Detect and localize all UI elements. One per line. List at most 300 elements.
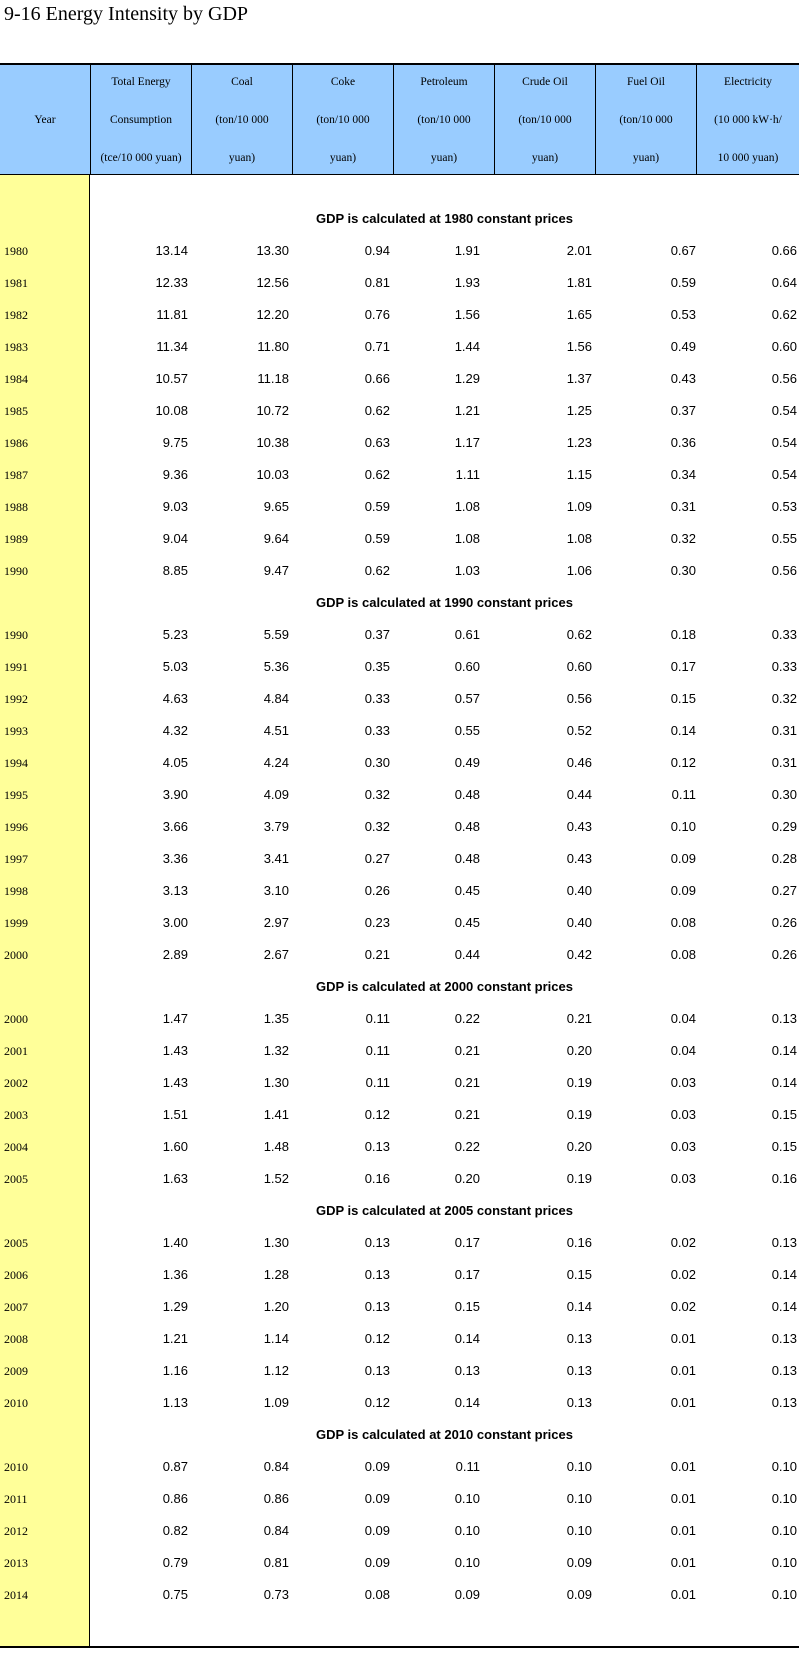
total-cell: 9.36: [162, 467, 188, 482]
table-row: [0, 1355, 799, 1387]
crude-cell: 0.20: [566, 1043, 592, 1058]
total-cell: 0.86: [162, 1491, 188, 1506]
coal-cell: 5.59: [263, 627, 289, 642]
section-title: GDP is calculated at 1980 constant prices: [316, 211, 573, 226]
crude-cell: 1.25: [566, 403, 592, 418]
fuel-cell: 0.01: [670, 1523, 696, 1538]
table-row: [0, 1579, 799, 1611]
fuel-cell: 0.09: [670, 883, 696, 898]
petroleum-cell: 0.45: [454, 915, 480, 930]
petroleum-cell: 1.93: [454, 275, 480, 290]
electricity-cell: 0.33: [771, 659, 797, 674]
coke-cell: 0.62: [364, 403, 390, 418]
fuel-cell: 0.08: [670, 915, 696, 930]
coal-cell: 0.73: [263, 1587, 289, 1602]
fuel-cell: 0.03: [670, 1075, 696, 1090]
total-cell: 1.51: [162, 1107, 188, 1122]
coal-cell: 3.10: [263, 883, 289, 898]
coal-cell: 9.65: [263, 499, 289, 514]
header-fuel-line: (ton/10 000: [619, 114, 673, 126]
section-title: GDP is calculated at 2000 constant prices: [316, 979, 573, 994]
coal-cell: 1.14: [263, 1331, 289, 1346]
petroleum-cell: 1.08: [454, 499, 480, 514]
fuel-cell: 0.08: [670, 947, 696, 962]
coke-cell: 0.32: [364, 787, 390, 802]
table-row: [0, 491, 799, 523]
table-row: [0, 843, 799, 875]
electricity-cell: 0.54: [771, 467, 797, 482]
header-coke: [292, 65, 393, 175]
electricity-cell: 0.16: [771, 1171, 797, 1186]
coal-cell: 3.79: [263, 819, 289, 834]
total-cell: 0.87: [162, 1459, 188, 1474]
coal-cell: 1.35: [263, 1011, 289, 1026]
coal-cell: 1.32: [263, 1043, 289, 1058]
total-cell: 2.89: [162, 947, 188, 962]
total-cell: 3.00: [162, 915, 188, 930]
total-cell: 10.08: [155, 403, 188, 418]
coal-cell: 10.72: [256, 403, 289, 418]
total-cell: 0.79: [162, 1555, 188, 1570]
coal-cell: 12.20: [256, 307, 289, 322]
year-cell: 1990: [4, 628, 28, 642]
total-cell: 3.13: [162, 883, 188, 898]
electricity-cell: 0.54: [771, 435, 797, 450]
crude-cell: 1.06: [566, 563, 592, 578]
fuel-cell: 0.03: [670, 1139, 696, 1154]
header-coal: [191, 65, 292, 175]
year-cell: 2005: [4, 1172, 28, 1186]
year-cell: 2010: [4, 1460, 28, 1474]
coal-cell: 4.51: [263, 723, 289, 738]
electricity-cell: 0.14: [771, 1267, 797, 1282]
electricity-cell: 0.56: [771, 371, 797, 386]
coal-cell: 1.30: [263, 1075, 289, 1090]
coke-cell: 0.32: [364, 819, 390, 834]
electricity-cell: 0.10: [771, 1555, 797, 1570]
year-cell: 2007: [4, 1300, 28, 1314]
table-row: [0, 619, 799, 651]
table-row: [0, 715, 799, 747]
crude-cell: 0.56: [566, 691, 592, 706]
fuel-cell: 0.02: [670, 1235, 696, 1250]
electricity-cell: 0.30: [771, 787, 797, 802]
petroleum-cell: 1.56: [454, 307, 480, 322]
table-row: [0, 299, 799, 331]
year-cell: 2009: [4, 1364, 28, 1378]
header-total-line: Total Energy: [111, 76, 171, 88]
coke-cell: 0.33: [364, 723, 390, 738]
coal-cell: 3.41: [263, 851, 289, 866]
header-coal-line: Coal: [231, 76, 253, 88]
coal-cell: 1.30: [263, 1235, 289, 1250]
year-cell: 1986: [4, 436, 28, 450]
year-cell: 2006: [4, 1268, 28, 1282]
coke-cell: 0.13: [364, 1235, 390, 1250]
coal-cell: 12.56: [256, 275, 289, 290]
coal-cell: 1.12: [263, 1363, 289, 1378]
electricity-cell: 0.13: [771, 1235, 797, 1250]
table-row: [0, 459, 799, 491]
table-row: [0, 1131, 799, 1163]
table-row: [0, 235, 799, 267]
petroleum-cell: 0.14: [454, 1395, 480, 1410]
crude-cell: 0.21: [566, 1011, 592, 1026]
year-cell: 2011: [4, 1492, 28, 1506]
section-title: GDP is calculated at 1990 constant prices: [316, 595, 573, 610]
total-cell: 1.43: [162, 1075, 188, 1090]
fuel-cell: 0.14: [670, 723, 696, 738]
fuel-cell: 0.32: [670, 531, 696, 546]
fuel-cell: 0.02: [670, 1299, 696, 1314]
year-cell: 1999: [4, 916, 28, 930]
header-crude-line: (ton/10 000: [518, 114, 572, 126]
year-cell: 1996: [4, 820, 28, 834]
total-cell: 4.32: [162, 723, 188, 738]
electricity-cell: 0.29: [771, 819, 797, 834]
coal-cell: 0.84: [263, 1459, 289, 1474]
total-cell: 1.29: [162, 1299, 188, 1314]
electricity-cell: 0.26: [771, 947, 797, 962]
table-row: [0, 331, 799, 363]
electricity-cell: 0.60: [771, 339, 797, 354]
energy-intensity-table: [0, 63, 799, 1648]
coal-cell: 13.30: [256, 243, 289, 258]
year-cell: 2013: [4, 1556, 28, 1570]
crude-cell: 1.23: [566, 435, 592, 450]
petroleum-cell: 1.44: [454, 339, 480, 354]
petroleum-cell: 0.10: [454, 1555, 480, 1570]
petroleum-cell: 0.11: [455, 1459, 480, 1474]
petroleum-cell: 0.14: [454, 1331, 480, 1346]
fuel-cell: 0.01: [670, 1491, 696, 1506]
table-row: [0, 363, 799, 395]
crude-cell: 0.09: [566, 1587, 592, 1602]
table-row: [0, 1483, 799, 1515]
year-cell: 1994: [4, 756, 28, 770]
table-body: [0, 175, 799, 1648]
coke-cell: 0.09: [364, 1491, 390, 1506]
coal-cell: 2.67: [263, 947, 289, 962]
crude-cell: 1.56: [566, 339, 592, 354]
total-cell: 1.47: [162, 1011, 188, 1026]
header-petroleum-line: Petroleum: [420, 76, 468, 88]
fuel-cell: 0.10: [670, 819, 696, 834]
crude-cell: 0.52: [566, 723, 592, 738]
crude-cell: 0.46: [566, 755, 592, 770]
coke-cell: 0.08: [364, 1587, 390, 1602]
petroleum-cell: 0.20: [454, 1171, 480, 1186]
coal-cell: 10.38: [256, 435, 289, 450]
header-coke-line: Coke: [330, 76, 356, 88]
crude-cell: 0.16: [566, 1235, 592, 1250]
coal-cell: 4.24: [263, 755, 289, 770]
total-cell: 1.40: [162, 1235, 188, 1250]
fuel-cell: 0.12: [670, 755, 696, 770]
coke-cell: 0.66: [364, 371, 390, 386]
header-fuel: [595, 65, 696, 175]
year-cell: 1992: [4, 692, 28, 706]
petroleum-cell: 0.48: [454, 819, 480, 834]
fuel-cell: 0.01: [670, 1395, 696, 1410]
crude-cell: 0.43: [566, 819, 592, 834]
coke-cell: 0.09: [364, 1555, 390, 1570]
petroleum-cell: 0.44: [454, 947, 480, 962]
coal-cell: 0.86: [263, 1491, 289, 1506]
coke-cell: 0.13: [364, 1267, 390, 1282]
total-cell: 1.36: [162, 1267, 188, 1282]
coke-cell: 0.11: [365, 1075, 390, 1090]
petroleum-cell: 0.60: [454, 659, 480, 674]
electricity-cell: 0.10: [771, 1523, 797, 1538]
crude-cell: 0.62: [566, 627, 592, 642]
electricity-cell: 0.53: [771, 499, 797, 514]
year-cell: 2001: [4, 1044, 28, 1058]
crude-cell: 0.60: [566, 659, 592, 674]
year-cell: 1988: [4, 500, 28, 514]
electricity-cell: 0.28: [771, 851, 797, 866]
coke-cell: 0.62: [364, 563, 390, 578]
section-title: GDP is calculated at 2005 constant prices: [316, 1203, 573, 1218]
fuel-cell: 0.34: [670, 467, 696, 482]
petroleum-cell: 1.91: [454, 243, 480, 258]
total-cell: 4.05: [162, 755, 188, 770]
electricity-cell: 0.14: [771, 1299, 797, 1314]
fuel-cell: 0.15: [670, 691, 696, 706]
crude-cell: 1.15: [566, 467, 592, 482]
petroleum-cell: 0.45: [454, 883, 480, 898]
coal-cell: 4.09: [263, 787, 289, 802]
electricity-cell: 0.66: [771, 243, 797, 258]
table-row: [0, 779, 799, 811]
year-cell: 1991: [4, 660, 28, 674]
coke-cell: 0.81: [364, 275, 390, 290]
header-total-line: Consumption: [110, 114, 172, 126]
year-cell: 2005: [4, 1236, 28, 1250]
petroleum-cell: 1.17: [454, 435, 480, 450]
total-cell: 1.63: [162, 1171, 188, 1186]
crude-cell: 0.19: [566, 1075, 592, 1090]
electricity-cell: 0.33: [771, 627, 797, 642]
total-cell: 1.16: [162, 1363, 188, 1378]
coke-cell: 0.59: [364, 531, 390, 546]
coke-cell: 0.76: [364, 307, 390, 322]
crude-cell: 0.10: [566, 1523, 592, 1538]
fuel-cell: 0.01: [670, 1363, 696, 1378]
total-cell: 3.36: [162, 851, 188, 866]
petroleum-cell: 0.17: [454, 1235, 480, 1250]
electricity-cell: 0.31: [771, 755, 797, 770]
coke-cell: 0.33: [364, 691, 390, 706]
crude-cell: 0.14: [566, 1299, 592, 1314]
header-coke-line: yuan): [329, 152, 357, 164]
coke-cell: 0.09: [364, 1523, 390, 1538]
fuel-cell: 0.49: [670, 339, 696, 354]
table-row: [0, 1099, 799, 1131]
coal-cell: 9.64: [263, 531, 289, 546]
fuel-cell: 0.03: [670, 1107, 696, 1122]
coal-cell: 11.18: [257, 371, 289, 386]
coal-cell: 5.36: [263, 659, 289, 674]
petroleum-cell: 0.49: [454, 755, 480, 770]
electricity-cell: 0.62: [771, 307, 797, 322]
electricity-cell: 0.15: [771, 1139, 797, 1154]
petroleum-cell: 0.48: [454, 851, 480, 866]
petroleum-cell: 0.55: [454, 723, 480, 738]
year-cell: 2012: [4, 1524, 28, 1538]
total-cell: 11.81: [156, 307, 188, 322]
fuel-cell: 0.02: [670, 1267, 696, 1282]
crude-cell: 1.37: [566, 371, 592, 386]
coal-cell: 1.09: [263, 1395, 289, 1410]
coke-cell: 0.30: [364, 755, 390, 770]
year-cell: 1989: [4, 532, 28, 546]
page-title: 9-16 Energy Intensity by GDP: [4, 3, 249, 25]
electricity-cell: 0.27: [771, 883, 797, 898]
crude-cell: 0.40: [566, 883, 592, 898]
petroleum-cell: 0.61: [454, 627, 480, 642]
total-cell: 1.60: [162, 1139, 188, 1154]
year-cell: 1993: [4, 724, 28, 738]
coal-cell: 10.03: [256, 467, 289, 482]
year-cell: 1980: [4, 244, 28, 258]
fuel-cell: 0.17: [670, 659, 696, 674]
total-cell: 9.03: [162, 499, 188, 514]
electricity-cell: 0.14: [771, 1043, 797, 1058]
header-year: [0, 65, 90, 175]
crude-cell: 2.01: [566, 243, 592, 258]
coke-cell: 0.62: [364, 467, 390, 482]
electricity-cell: 0.13: [771, 1363, 797, 1378]
table-row: [0, 875, 799, 907]
coke-cell: 0.26: [364, 883, 390, 898]
electricity-cell: 0.64: [771, 275, 797, 290]
crude-cell: 1.09: [566, 499, 592, 514]
header-fuel-line: Fuel Oil: [626, 76, 665, 88]
table-row: [0, 907, 799, 939]
total-cell: 5.03: [162, 659, 188, 674]
year-cell: 1981: [4, 276, 28, 290]
table-row: [0, 1323, 799, 1355]
year-cell: 1997: [4, 852, 28, 866]
crude-cell: 0.19: [566, 1171, 592, 1186]
table-row: [0, 1163, 799, 1195]
fuel-cell: 0.43: [670, 371, 696, 386]
coke-cell: 0.13: [364, 1363, 390, 1378]
total-cell: 9.04: [162, 531, 188, 546]
table-row: [0, 1451, 799, 1483]
coke-cell: 0.94: [364, 243, 390, 258]
fuel-cell: 0.03: [670, 1171, 696, 1186]
coal-cell: 0.81: [263, 1555, 289, 1570]
coal-cell: 1.28: [263, 1267, 289, 1282]
header-coal-line: yuan): [228, 152, 256, 164]
coke-cell: 0.63: [364, 435, 390, 450]
coke-cell: 0.27: [364, 851, 390, 866]
coal-cell: 11.80: [257, 339, 289, 354]
section-title: GDP is calculated at 2010 constant prices: [316, 1427, 573, 1442]
header-electricity-line: (10 000 kW·h/: [714, 114, 782, 126]
table-row: [0, 427, 799, 459]
table-row: [0, 1387, 799, 1419]
total-cell: 3.90: [162, 787, 188, 802]
petroleum-cell: 0.13: [454, 1363, 480, 1378]
coke-cell: 0.12: [364, 1107, 390, 1122]
electricity-cell: 0.55: [771, 531, 797, 546]
year-cell: 2000: [4, 1012, 28, 1026]
header-petroleum-line: (ton/10 000: [417, 114, 471, 126]
crude-cell: 0.19: [566, 1107, 592, 1122]
year-cell: 1995: [4, 788, 28, 802]
coal-cell: 4.84: [263, 691, 289, 706]
year-cell: 1987: [4, 468, 28, 482]
electricity-cell: 0.13: [771, 1011, 797, 1026]
coal-cell: 9.47: [263, 563, 289, 578]
total-cell: 1.21: [162, 1331, 188, 1346]
petroleum-cell: 1.08: [454, 531, 480, 546]
crude-cell: 0.13: [566, 1395, 592, 1410]
year-cell: 2000: [4, 948, 28, 962]
fuel-cell: 0.01: [670, 1587, 696, 1602]
table-row: [0, 939, 799, 971]
table-row: [0, 683, 799, 715]
fuel-cell: 0.53: [670, 307, 696, 322]
year-cell: 1985: [4, 404, 28, 418]
total-cell: 5.23: [162, 627, 188, 642]
electricity-cell: 0.56: [771, 563, 797, 578]
header-crude-line: yuan): [531, 152, 559, 164]
fuel-cell: 0.01: [670, 1555, 696, 1570]
total-cell: 8.85: [162, 563, 188, 578]
petroleum-cell: 0.10: [454, 1523, 480, 1538]
crude-cell: 0.20: [566, 1139, 592, 1154]
coke-cell: 0.59: [364, 499, 390, 514]
coal-cell: 1.52: [263, 1171, 289, 1186]
total-cell: 1.43: [162, 1043, 188, 1058]
table-row: [0, 1291, 799, 1323]
table-row: [0, 1515, 799, 1547]
electricity-cell: 0.10: [771, 1491, 797, 1506]
header-fuel-line: yuan): [632, 152, 660, 164]
fuel-cell: 0.30: [670, 563, 696, 578]
header-coke-line: (ton/10 000: [316, 114, 370, 126]
coke-cell: 0.09: [364, 1459, 390, 1474]
crude-cell: 0.40: [566, 915, 592, 930]
year-cell: 2008: [4, 1332, 28, 1346]
petroleum-cell: 1.29: [454, 371, 480, 386]
header-crude: [494, 65, 595, 175]
year-cell: 2010: [4, 1396, 28, 1410]
coal-cell: 1.41: [263, 1107, 289, 1122]
petroleum-cell: 0.09: [454, 1587, 480, 1602]
total-cell: 4.63: [162, 691, 188, 706]
coal-cell: 2.97: [263, 915, 289, 930]
crude-cell: 0.43: [566, 851, 592, 866]
coke-cell: 0.12: [364, 1395, 390, 1410]
table-row: [0, 1067, 799, 1099]
year-cell: 2003: [4, 1108, 28, 1122]
electricity-cell: 0.54: [771, 403, 797, 418]
table-row: [0, 747, 799, 779]
petroleum-cell: 0.48: [454, 787, 480, 802]
header-total-line: (tce/10 000 yuan): [100, 152, 182, 164]
year-cell: 1998: [4, 884, 28, 898]
petroleum-cell: 0.22: [454, 1139, 480, 1154]
crude-cell: 0.09: [566, 1555, 592, 1570]
year-cell: 2004: [4, 1140, 28, 1154]
coke-cell: 0.11: [365, 1043, 390, 1058]
table-row: [0, 811, 799, 843]
